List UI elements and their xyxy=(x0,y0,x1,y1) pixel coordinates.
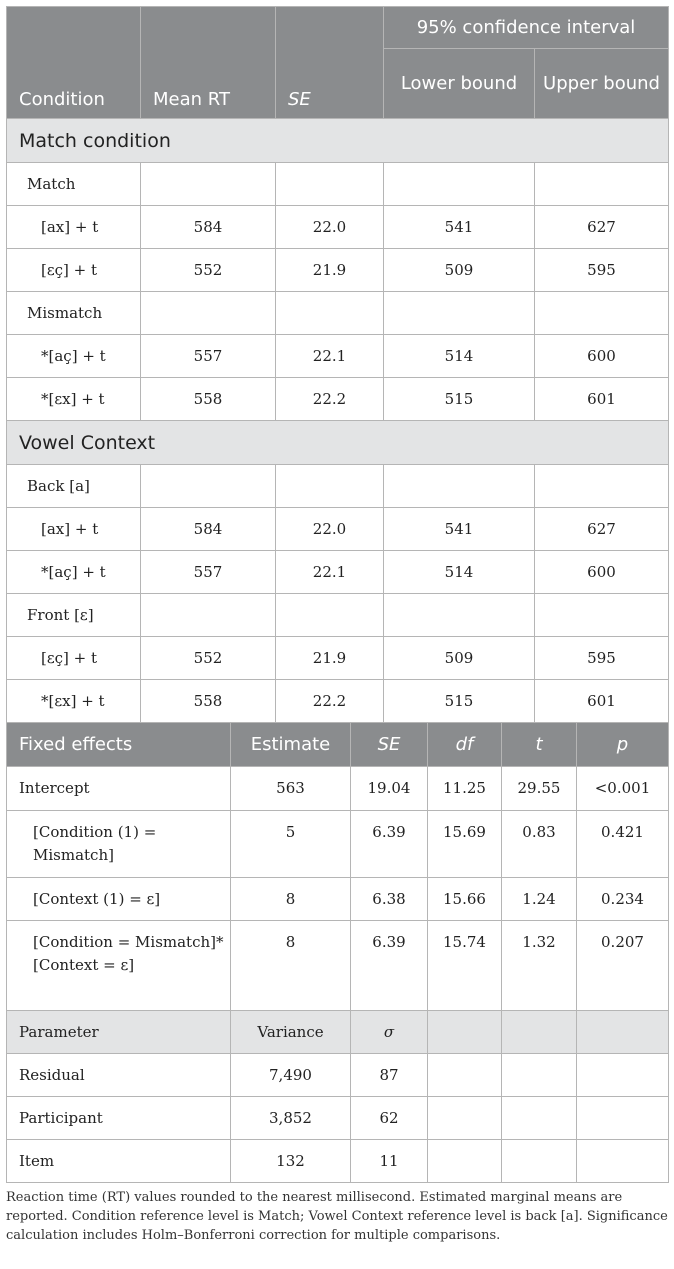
sigma-value: 11 xyxy=(351,1140,428,1183)
p-value: 0.421 xyxy=(577,811,669,878)
variance-value: 7,490 xyxy=(231,1054,351,1097)
estimate-value: 8 xyxy=(231,921,351,1011)
fixed-effect-label: [Context (1) = ε] xyxy=(7,878,231,921)
col-fixed-se: SE xyxy=(351,723,428,767)
empty-cell xyxy=(384,594,535,637)
empty-cell xyxy=(577,1097,669,1140)
empty-cell xyxy=(384,163,535,206)
parameter-label: Participant xyxy=(7,1097,231,1140)
group-row xyxy=(7,292,669,335)
header-row xyxy=(7,7,669,49)
variance-value: 132 xyxy=(231,1140,351,1183)
t-value: 29.55 xyxy=(502,767,577,811)
results-table xyxy=(6,6,668,1183)
empty-cell xyxy=(141,594,276,637)
empty-cell xyxy=(502,1140,577,1183)
empty-cell xyxy=(428,1097,502,1140)
se-value: 22.1 xyxy=(276,335,384,378)
lower-bound-value: 541 xyxy=(384,206,535,249)
upper-bound-label: Upper bound xyxy=(543,72,660,94)
col-upper-bound xyxy=(535,49,669,119)
parameter-label: Residual xyxy=(7,1054,231,1097)
fixed-effect-label: [Condition (1) = Mismatch] xyxy=(7,811,231,878)
empty-cell xyxy=(276,292,384,335)
variance-value: 3,852 xyxy=(231,1097,351,1140)
df-value: 15.69 xyxy=(428,811,502,878)
fixed-effect-row xyxy=(7,811,669,878)
estimate-value: 563 xyxy=(231,767,351,811)
empty-cell xyxy=(384,465,535,508)
se-value: 22.2 xyxy=(276,378,384,421)
table-row xyxy=(7,551,669,594)
row-label: [εç] + t xyxy=(7,249,141,292)
lower-bound-value: 515 xyxy=(384,378,535,421)
p-value: <0.001 xyxy=(577,767,669,811)
upper-bound-value: 595 xyxy=(535,637,669,680)
p-value: 0.234 xyxy=(577,878,669,921)
table-row xyxy=(7,206,669,249)
section-title: Match condition xyxy=(7,119,669,163)
table-row xyxy=(7,637,669,680)
col-condition: Condition xyxy=(7,7,141,119)
row-label: *[εx] + t xyxy=(7,378,141,421)
group-label: Front [ε] xyxy=(7,594,141,637)
group-row xyxy=(7,465,669,508)
se-value: 21.9 xyxy=(276,637,384,680)
df-value: 15.66 xyxy=(428,878,502,921)
empty-cell xyxy=(535,292,669,335)
empty-cell xyxy=(577,1011,669,1054)
empty-cell xyxy=(577,1140,669,1183)
col-t: t xyxy=(502,723,577,767)
upper-bound-value: 627 xyxy=(535,206,669,249)
empty-cell xyxy=(141,292,276,335)
empty-cell xyxy=(535,163,669,206)
group-label: Mismatch xyxy=(7,292,141,335)
fixed-effect-row xyxy=(7,767,669,811)
fixed-effect-row xyxy=(7,878,669,921)
fixed-se-value: 6.38 xyxy=(351,878,428,921)
lower-bound-value: 541 xyxy=(384,508,535,551)
section-row xyxy=(7,421,669,465)
table-row xyxy=(7,508,669,551)
df-value: 11.25 xyxy=(428,767,502,811)
mean-rt-value: 558 xyxy=(141,378,276,421)
section-row xyxy=(7,119,669,163)
empty-cell xyxy=(141,465,276,508)
random-effect-row xyxy=(7,1054,669,1097)
fixed-se-value: 19.04 xyxy=(351,767,428,811)
group-label: Back [a] xyxy=(7,465,141,508)
empty-cell xyxy=(141,163,276,206)
col-confidence-interval: 95% confidence interval xyxy=(384,7,669,49)
fixed-effects-table xyxy=(6,722,669,1183)
empty-cell xyxy=(276,594,384,637)
col-df: df xyxy=(428,723,502,767)
parameter-header-row xyxy=(7,1011,669,1054)
row-label: *[aç] + t xyxy=(7,335,141,378)
table-footnote: Reaction time (RT) values rounded to the nearest millisecond. Estimated marginal means are reported. Condition reference level is Match; Vowel Context reference level is back [a]. Significance calculation includes Holm–Bonferroni correction for multiple comparisons. xyxy=(6,1190,668,1243)
sigma-value: 87 xyxy=(351,1054,428,1097)
col-p: p xyxy=(577,723,669,767)
empty-cell xyxy=(276,163,384,206)
fixed-se-value: 6.39 xyxy=(351,811,428,878)
fixed-effect-label: [Condition = Mismatch]* [Context = ε] xyxy=(7,921,231,1011)
upper-bound-value: 627 xyxy=(535,508,669,551)
col-fixed-effects: Fixed effects xyxy=(7,723,231,767)
se-value: 22.1 xyxy=(276,551,384,594)
col-sigma: σ xyxy=(351,1011,428,1054)
sigma-value: 62 xyxy=(351,1097,428,1140)
empty-cell xyxy=(535,465,669,508)
col-se: SE xyxy=(276,7,384,119)
se-value: 22.0 xyxy=(276,206,384,249)
se-value: 22.2 xyxy=(276,680,384,723)
df-value: 15.74 xyxy=(428,921,502,1011)
group-row xyxy=(7,163,669,206)
empty-cell xyxy=(428,1054,502,1097)
upper-bound-value: 601 xyxy=(535,680,669,723)
col-estimate: Estimate xyxy=(231,723,351,767)
random-effect-row xyxy=(7,1140,669,1183)
col-lower-bound xyxy=(384,49,535,119)
table-row xyxy=(7,335,669,378)
lower-bound-value: 509 xyxy=(384,637,535,680)
fixed-effect-row xyxy=(7,921,669,1011)
empty-cell xyxy=(384,292,535,335)
row-label: *[εx] + t xyxy=(7,680,141,723)
mean-rt-value: 557 xyxy=(141,551,276,594)
upper-bound-value: 595 xyxy=(535,249,669,292)
empty-cell xyxy=(502,1054,577,1097)
t-value: 0.83 xyxy=(502,811,577,878)
empty-cell xyxy=(428,1140,502,1183)
se-value: 22.0 xyxy=(276,508,384,551)
mean-rt-value: 557 xyxy=(141,335,276,378)
col-variance: Variance xyxy=(231,1011,351,1054)
empty-cell xyxy=(502,1097,577,1140)
t-value: 1.24 xyxy=(502,878,577,921)
upper-bound-value: 600 xyxy=(535,335,669,378)
group-label: Match xyxy=(7,163,141,206)
fixed-effect-label: Intercept xyxy=(7,767,231,811)
col-mean-rt: Mean RT xyxy=(141,7,276,119)
col-parameter: Parameter xyxy=(7,1011,231,1054)
estimate-value: 8 xyxy=(231,878,351,921)
empty-cell xyxy=(502,1011,577,1054)
lower-bound-value: 509 xyxy=(384,249,535,292)
table-row xyxy=(7,378,669,421)
lower-bound-value: 514 xyxy=(384,551,535,594)
mean-rt-value: 552 xyxy=(141,249,276,292)
se-value: 21.9 xyxy=(276,249,384,292)
row-label: [εç] + t xyxy=(7,637,141,680)
lower-bound-value: 514 xyxy=(384,335,535,378)
upper-bound-value: 601 xyxy=(535,378,669,421)
t-value: 1.32 xyxy=(502,921,577,1011)
fixed-header-row xyxy=(7,723,669,767)
table-row xyxy=(7,680,669,723)
row-label: [ax] + t xyxy=(7,206,141,249)
fixed-se-value: 6.39 xyxy=(351,921,428,1011)
lower-bound-label: Lower bound xyxy=(400,72,518,94)
p-value: 0.207 xyxy=(577,921,669,1011)
row-label: [ax] + t xyxy=(7,508,141,551)
section-title: Vowel Context xyxy=(7,421,669,465)
mean-rt-value: 584 xyxy=(141,206,276,249)
row-label: *[aç] + t xyxy=(7,551,141,594)
empty-cell xyxy=(428,1011,502,1054)
upper-bound-value: 600 xyxy=(535,551,669,594)
random-effect-row xyxy=(7,1097,669,1140)
empty-cell xyxy=(577,1054,669,1097)
empty-cell xyxy=(276,465,384,508)
lower-bound-value: 515 xyxy=(384,680,535,723)
table-row xyxy=(7,249,669,292)
group-row xyxy=(7,594,669,637)
descriptive-table xyxy=(6,6,669,723)
estimate-value: 5 xyxy=(231,811,351,878)
parameter-label: Item xyxy=(7,1140,231,1183)
mean-rt-value: 558 xyxy=(141,680,276,723)
empty-cell xyxy=(535,594,669,637)
mean-rt-value: 584 xyxy=(141,508,276,551)
mean-rt-value: 552 xyxy=(141,637,276,680)
